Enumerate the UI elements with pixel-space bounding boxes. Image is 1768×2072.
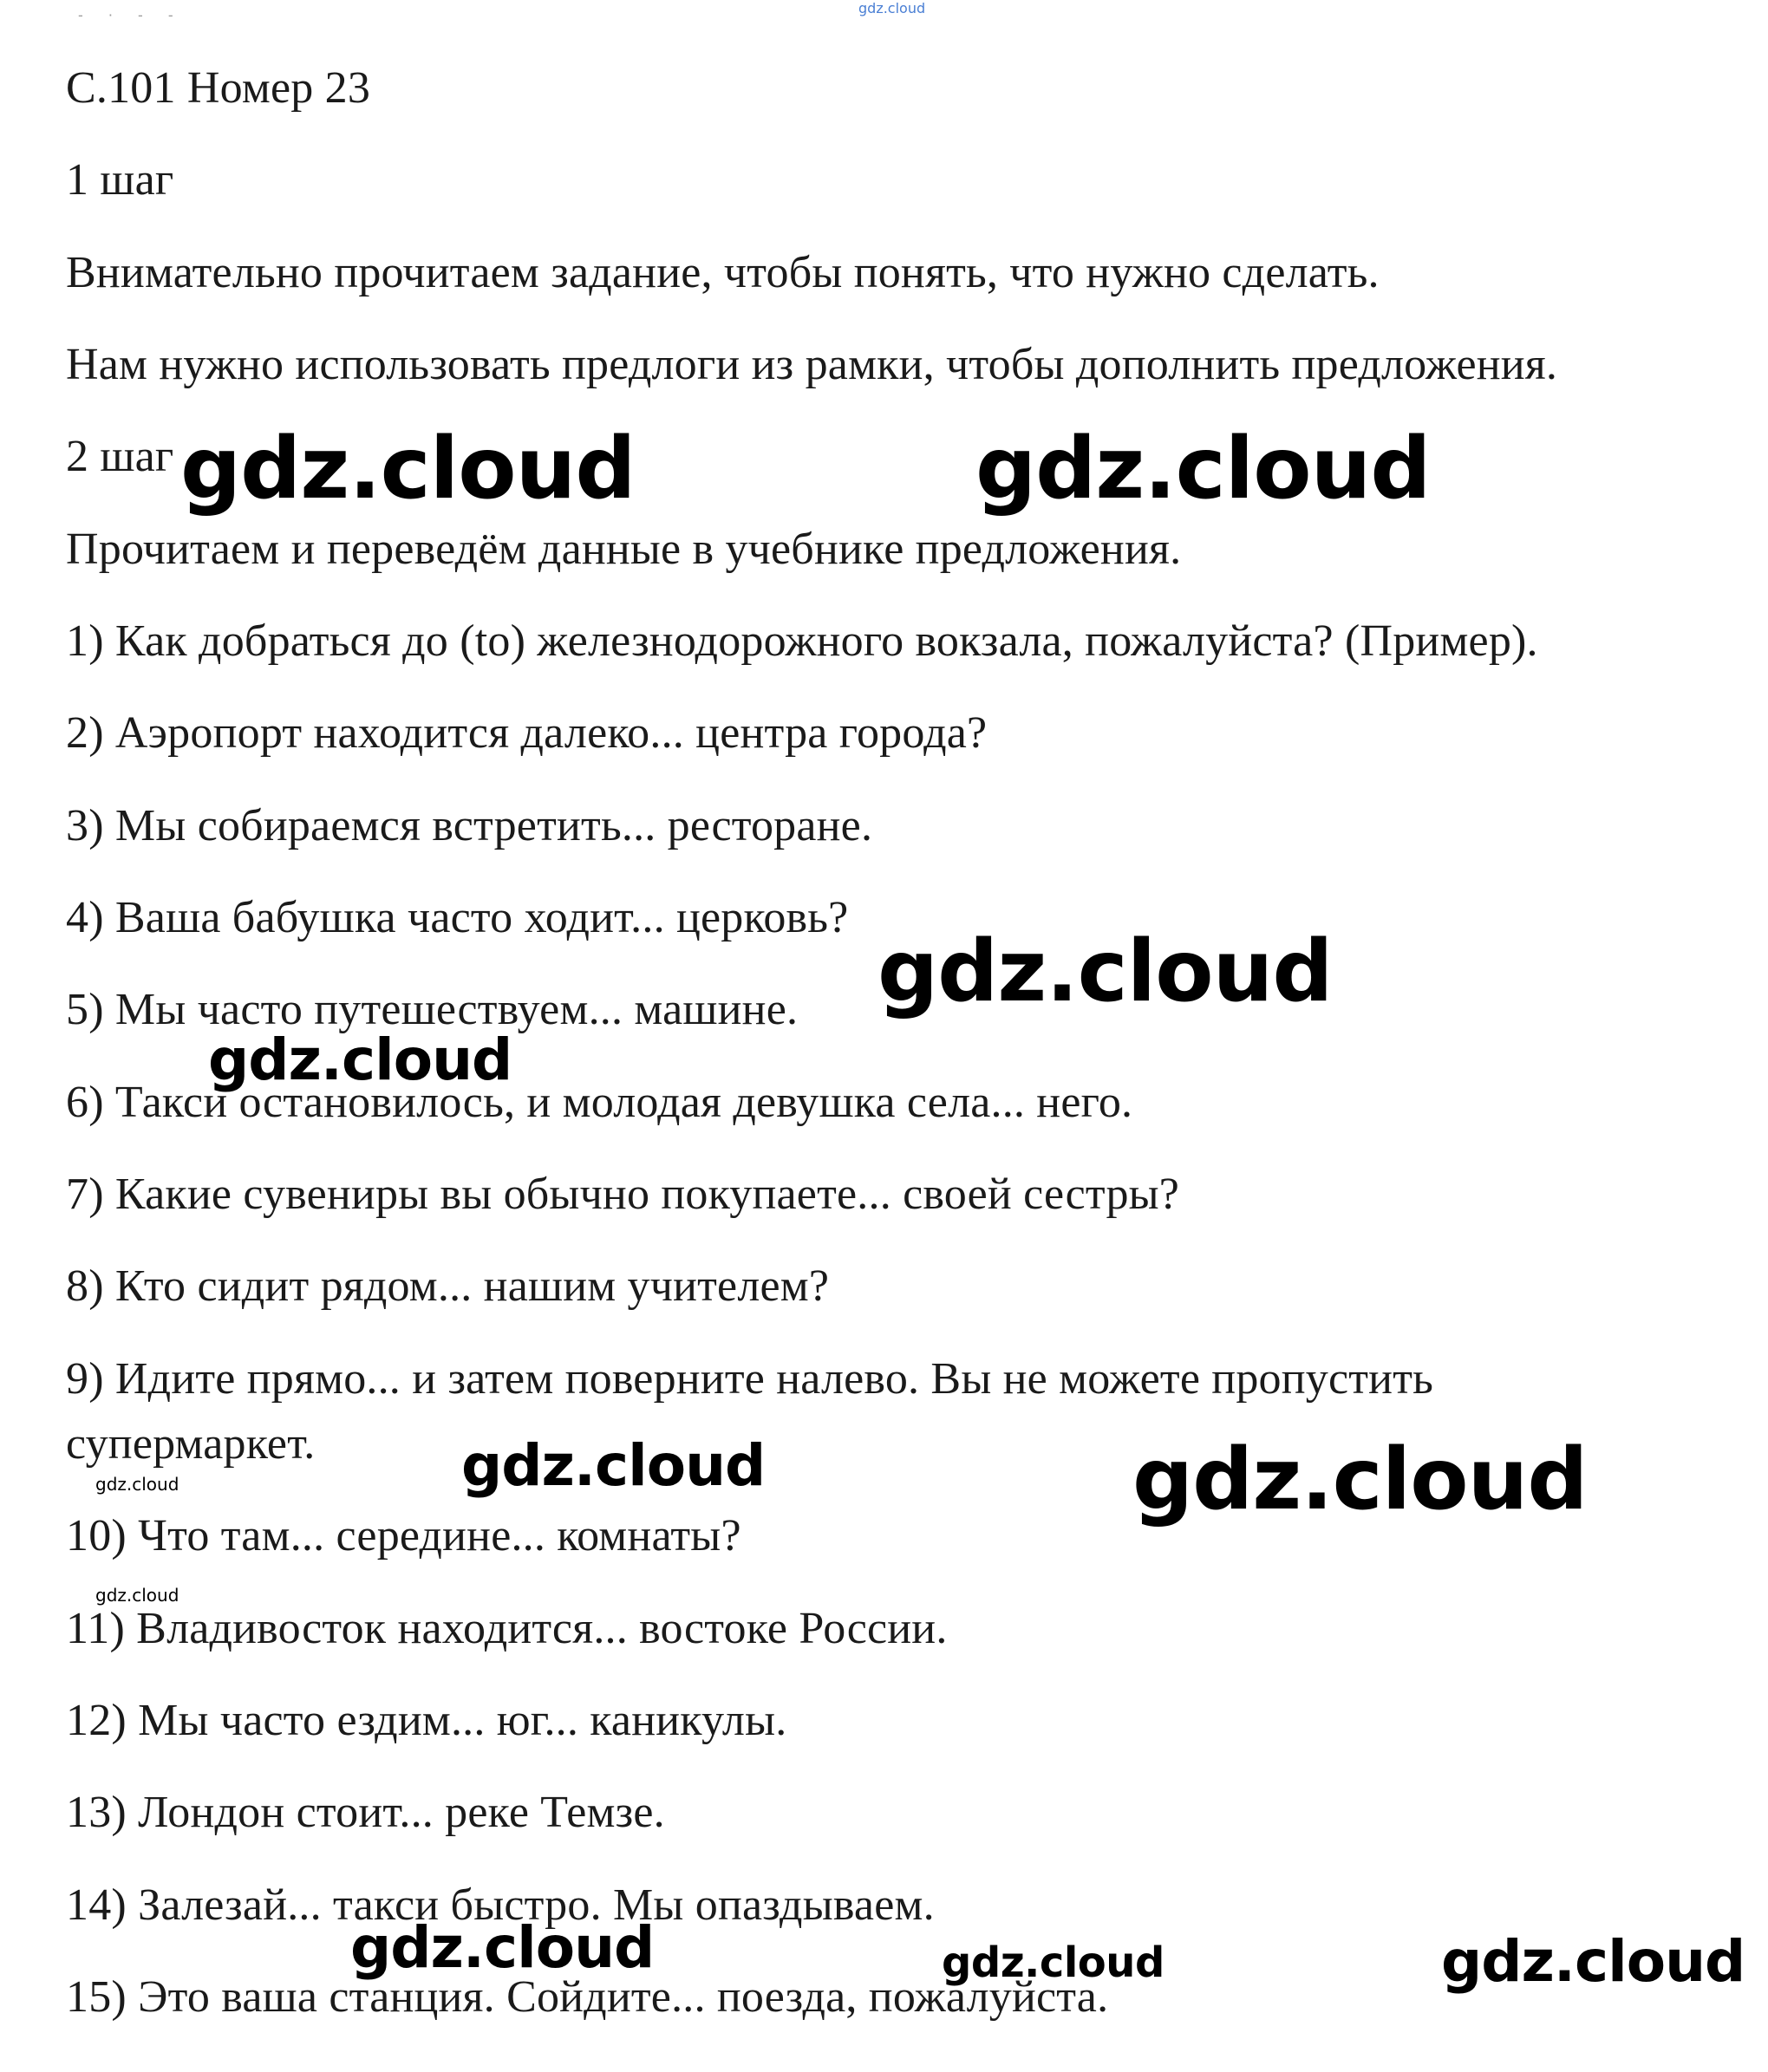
sentence-12: 12) Мы часто ездим... юг... каникулы. bbox=[66, 1696, 787, 1745]
watermark: gdz.cloud bbox=[350, 1914, 655, 1981]
step-2-label: 2 шаг bbox=[66, 432, 174, 481]
watermark: gdz.cloud bbox=[1441, 1928, 1745, 1995]
sentence-2: 2) Аэропорт находится далеко... центра города? bbox=[66, 708, 988, 758]
watermark: gdz.cloud bbox=[877, 922, 1333, 1021]
step-1-label: 1 шаг bbox=[66, 155, 174, 205]
watermark: gdz.cloud bbox=[208, 1026, 512, 1093]
sentence-7: 7) Какие сувениры вы обычно покупаете... своей сестры? bbox=[66, 1170, 1180, 1219]
instruction-line-2: Нам нужно использовать предлоги из рамки, чтобы дополнить предложения. bbox=[66, 340, 1558, 389]
sentence-6: 6) Такси остановилось, и молодая девушка села... него. bbox=[66, 1078, 1133, 1127]
instruction-line-1: Внимательно прочитаем задание, чтобы понять, что нужно сделать. bbox=[66, 248, 1380, 297]
watermark: gdz.cloud bbox=[942, 1938, 1165, 1987]
watermark: gdz.cloud bbox=[461, 1432, 766, 1499]
sentence-10: 10) Что там... середине... комнаты? bbox=[66, 1511, 741, 1561]
watermark-top: gdz.cloud bbox=[858, 0, 926, 16]
instruction-line-3: Прочитаем и переведём данные в учебнике предложения. bbox=[66, 525, 1182, 574]
sentence-14: 14) Залезай... такси быстро. Мы опаздываем. bbox=[66, 1880, 935, 1930]
watermark: gdz.cloud bbox=[95, 1585, 179, 1606]
watermark: gdz.cloud bbox=[180, 420, 636, 518]
sentence-15: 15) Это ваша станция. Сойдите... поезда, пожалуйста. bbox=[66, 1972, 1109, 2022]
watermark: gdz.cloud bbox=[975, 420, 1431, 518]
sentence-9: 9) Идите прямо... и затем поверните налево. Вы не можете пропустить bbox=[66, 1354, 1434, 1404]
scan-artifact-marks: - · - - bbox=[78, 7, 184, 23]
sentence-9-continuation: супермаркет. bbox=[66, 1419, 316, 1469]
sentence-8: 8) Кто сидит рядом... нашим учителем? bbox=[66, 1261, 830, 1311]
sentence-1: 1) Как добраться до (to) железнодорожного вокзала, пожалуйста? (Пример). bbox=[66, 616, 1538, 666]
sentence-11: 11) Владивосток находится... востоке России. bbox=[66, 1604, 948, 1653]
page-heading: С.101 Номер 23 bbox=[66, 63, 371, 113]
sentence-4: 4) Ваша бабушка часто ходит... церковь? bbox=[66, 893, 849, 942]
sentence-5: 5) Мы часто путешествуем... машине. bbox=[66, 985, 799, 1034]
sentence-13: 13) Лондон стоит... реке Темзе. bbox=[66, 1788, 665, 1837]
watermark: gdz.cloud bbox=[1132, 1430, 1588, 1529]
sentence-3: 3) Мы собираемся встретить... ресторане. bbox=[66, 801, 873, 850]
watermark: gdz.cloud bbox=[95, 1474, 179, 1495]
